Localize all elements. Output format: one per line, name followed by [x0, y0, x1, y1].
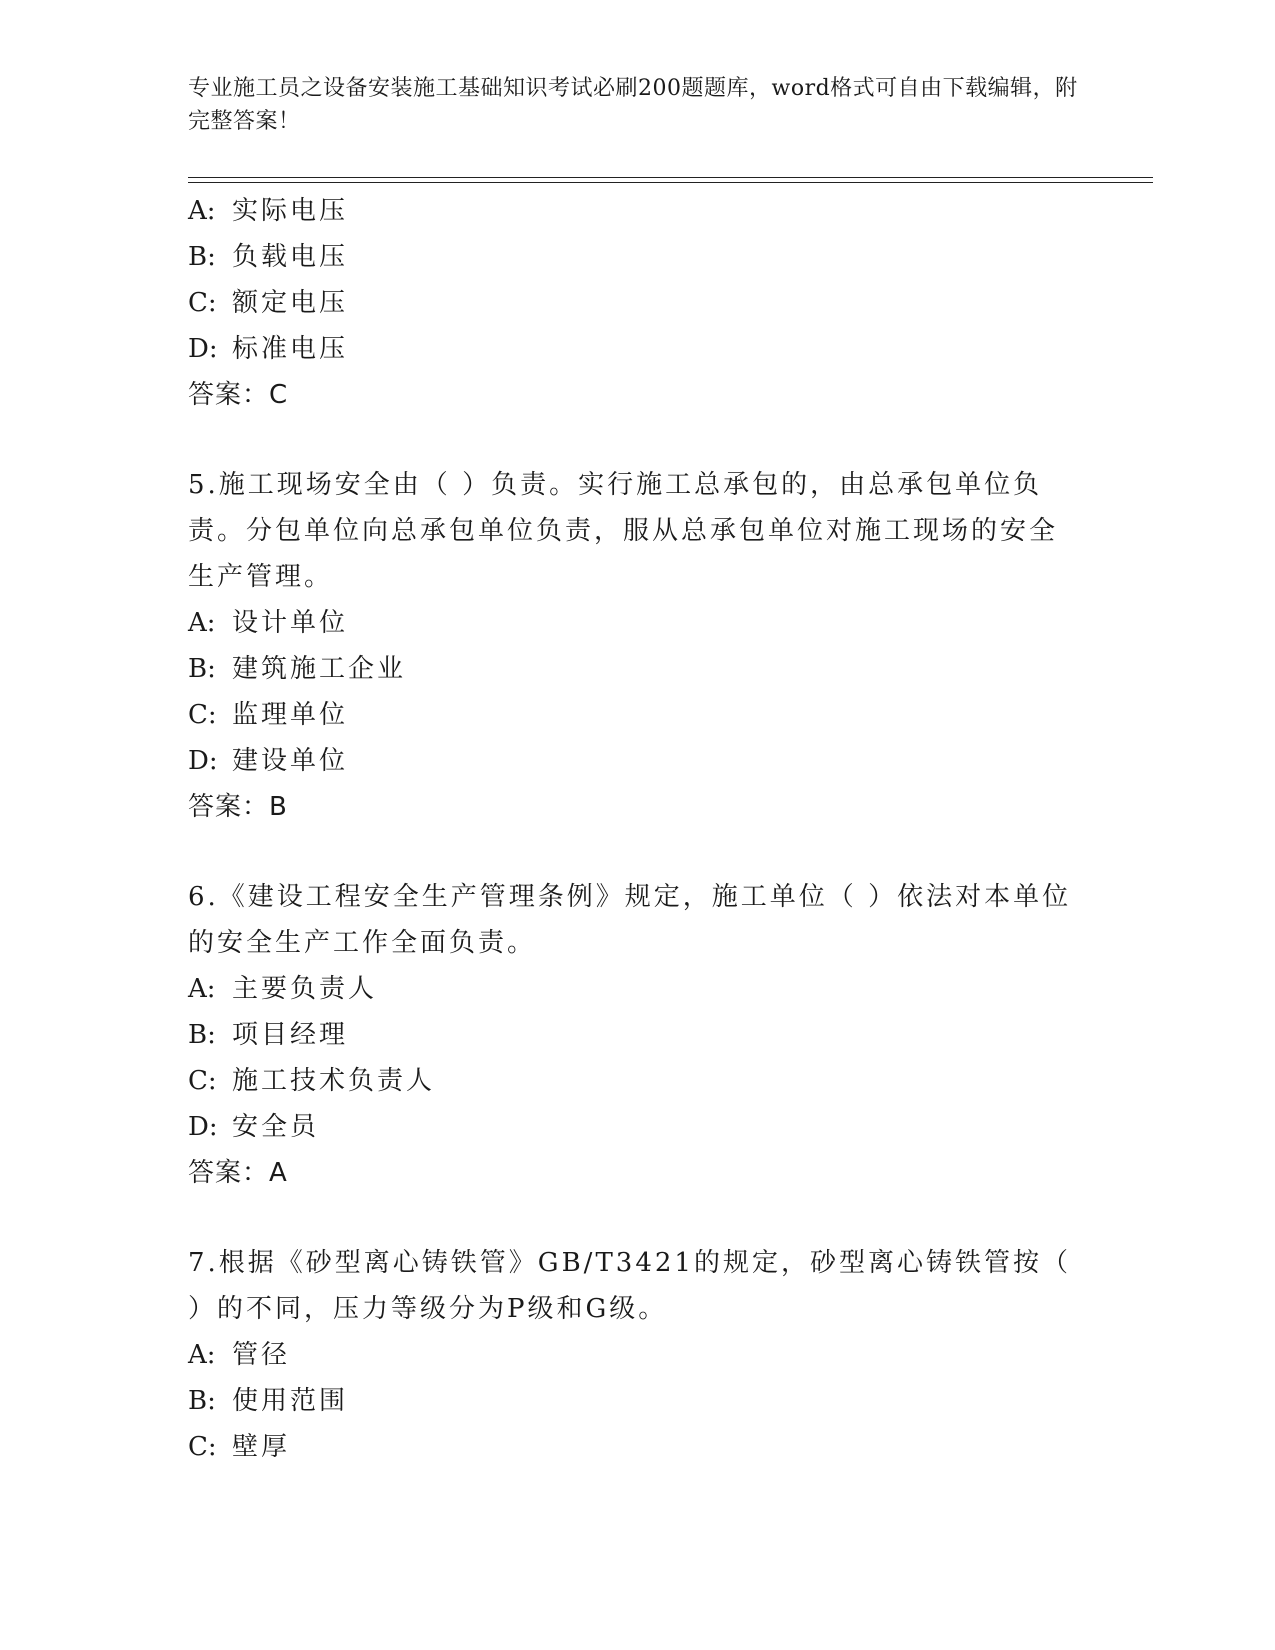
option-text: 项目经理	[232, 1020, 349, 1050]
question-stem: 7.根据《砂型离心铸铁管》GB/T3421的规定，砂型离心铸铁管按（ ）的不同，压力等级分为P级和G级。	[188, 1248, 1071, 1324]
option-text: 监理单位	[232, 700, 349, 730]
option-d	[188, 1104, 1088, 1150]
option-text: 实际电压	[232, 196, 349, 226]
question-7	[188, 1240, 1088, 1470]
option-letter: D:	[188, 334, 218, 364]
option-letter: B:	[188, 242, 216, 272]
prev-question-block	[188, 188, 1088, 418]
option-text: 壁厚	[232, 1432, 291, 1462]
option-text: 设计单位	[232, 608, 349, 638]
option-b	[188, 1012, 1088, 1058]
header-rule-bottom	[188, 182, 1153, 183]
option-b	[188, 646, 1088, 692]
question-stem: 6.《建设工程安全生产管理条例》规定，施工单位（ ）依法对本单位的安全生产工作全面负责。	[188, 882, 1072, 958]
answer-line: 答案：B	[188, 792, 288, 822]
answer-line: 答案：A	[188, 1158, 288, 1188]
option-letter: B:	[188, 654, 216, 684]
option-letter: A:	[188, 1340, 216, 1370]
option-text: 使用范围	[232, 1386, 349, 1416]
option-a	[188, 1332, 1088, 1378]
option-text: 施工技术负责人	[232, 1066, 436, 1096]
option-letter: C:	[188, 1066, 217, 1096]
option-letter: D:	[188, 746, 218, 776]
answer-line: 答案：C	[188, 380, 289, 410]
option-a	[188, 600, 1088, 646]
option-text: 建设单位	[232, 746, 349, 776]
option-b	[188, 1378, 1088, 1424]
option-b	[188, 234, 1088, 280]
option-text: 安全员	[232, 1112, 320, 1142]
option-c	[188, 280, 1088, 326]
option-text: 额定电压	[232, 288, 349, 318]
option-a	[188, 966, 1088, 1012]
option-text: 负载电压	[232, 242, 349, 272]
option-letter: B:	[188, 1386, 216, 1416]
question-6	[188, 874, 1088, 1196]
option-letter: A:	[188, 974, 216, 1004]
option-c	[188, 1424, 1088, 1470]
document-header: 专业施工员之设备安装施工基础知识考试必刷200题题库，word格式可自由下载编辑，附完整答案！	[188, 76, 1078, 134]
header-rule-top	[188, 177, 1153, 178]
option-letter: C:	[188, 288, 217, 318]
option-a	[188, 188, 1088, 234]
option-c	[188, 692, 1088, 738]
option-text: 主要负责人	[232, 974, 378, 1004]
question-list	[188, 188, 1088, 1470]
option-d	[188, 738, 1088, 784]
option-text: 建筑施工企业	[232, 654, 407, 684]
option-letter: A:	[188, 608, 216, 638]
option-text: 管径	[232, 1340, 291, 1370]
option-letter: C:	[188, 1432, 217, 1462]
option-letter: D:	[188, 1112, 218, 1142]
option-text: 标准电压	[232, 334, 349, 364]
question-5	[188, 462, 1088, 830]
option-letter: C:	[188, 700, 217, 730]
option-letter: B:	[188, 1020, 216, 1050]
option-c	[188, 1058, 1088, 1104]
option-d	[188, 326, 1088, 372]
option-letter: A:	[188, 196, 216, 226]
question-stem: 5.施工现场安全由（ ）负责。实行施工总承包的，由总承包单位负责。分包单位向总承包单位负责，服从总承包单位对施工现场的安全生产管理。	[188, 470, 1059, 592]
